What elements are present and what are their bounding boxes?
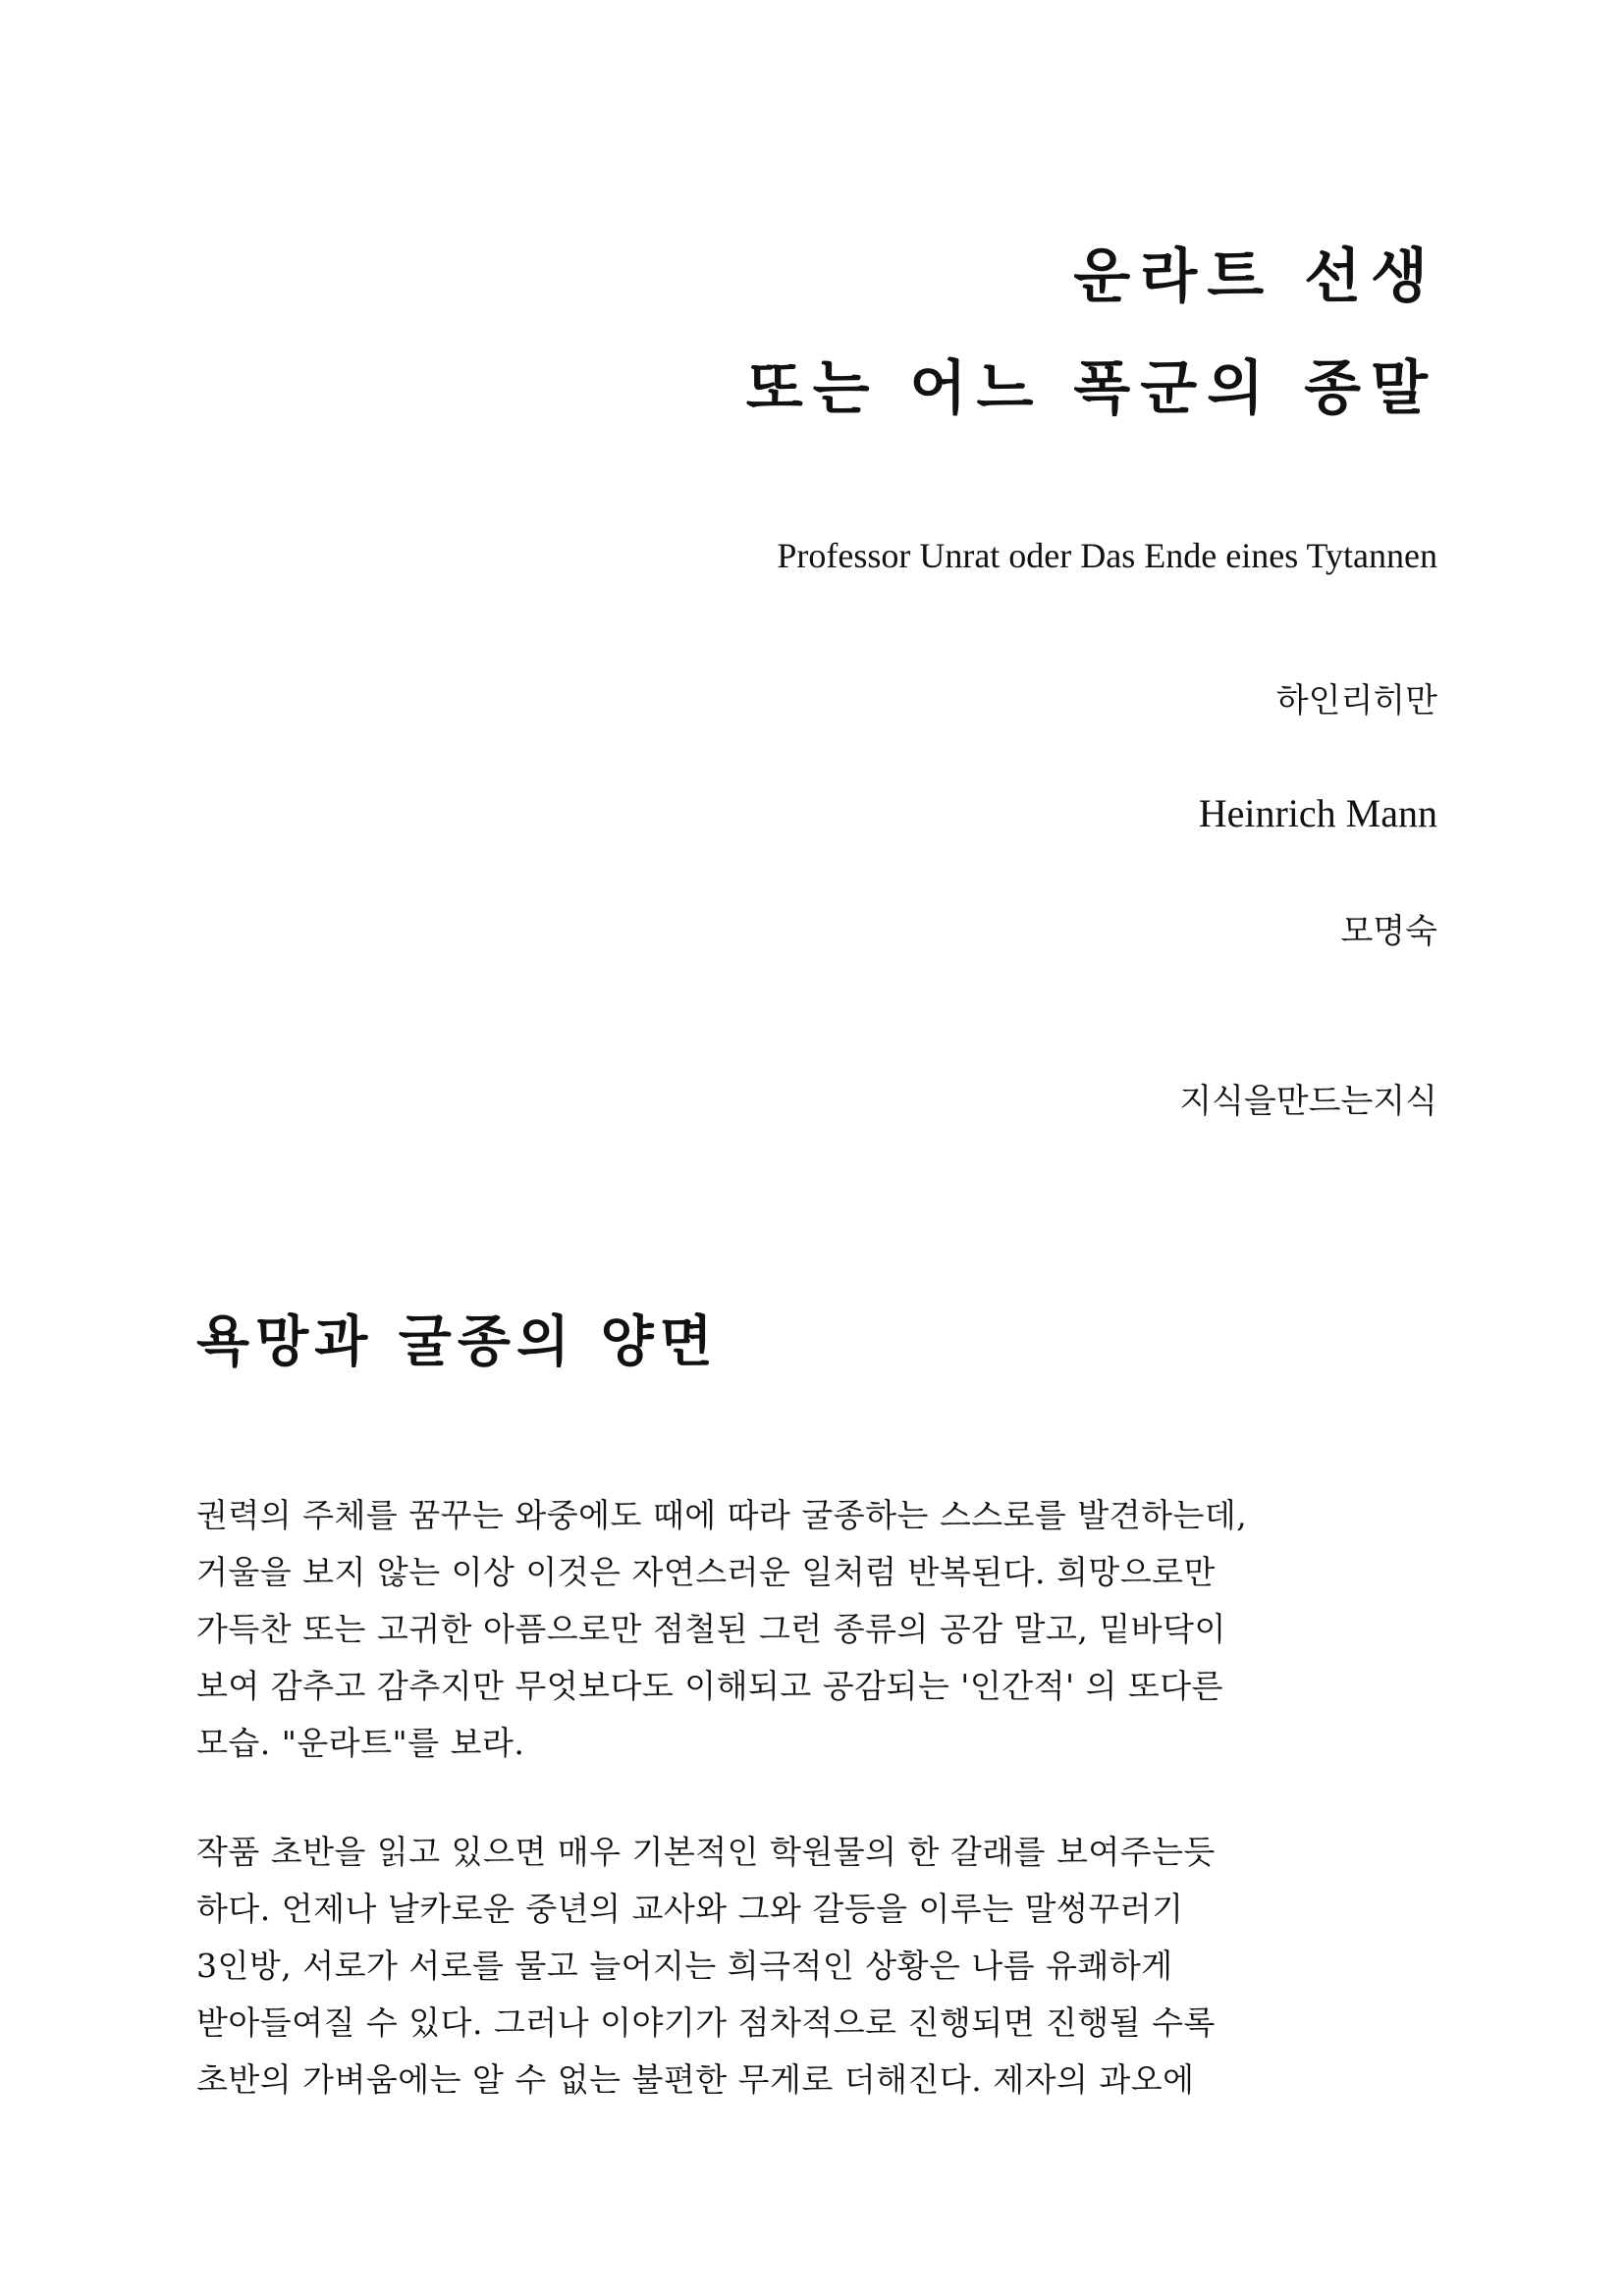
paragraph-line: 3인방, 서로가 서로를 물고 늘어지는 희극적인 상황은 나름 유쾌하게 xyxy=(196,1947,1173,1985)
paragraph-line: 작품 초반을 읽고 있으면 매우 기본적인 학원물의 한 갈래를 보여주는듯 xyxy=(196,1833,1216,1871)
translator-name: 모명숙 xyxy=(1340,912,1437,951)
book-title-line-2: 또는 어느 폭군의 종말 xyxy=(745,354,1437,423)
author-korean-name: 하인리히만 xyxy=(1275,681,1437,721)
paragraph-line: 모습. "운라트"를 보라. xyxy=(196,1724,525,1762)
paragraph-line: 초반의 가벼움에는 알 수 없는 불편한 무게로 더해진다. 제자의 과오에 xyxy=(196,2060,1195,2099)
paragraph-line: 가득찬 또는 고귀한 아픔으로만 점철된 그런 종류의 공감 말고, 밑바닥이 xyxy=(196,1610,1226,1648)
body-paragraph xyxy=(196,1824,1443,2109)
paragraph-line: 하다. 언제나 날카로운 중년의 교사와 그와 갈등을 이루는 말썽꾸러기 xyxy=(196,1890,1184,1928)
body-paragraph xyxy=(196,1487,1443,1772)
book-title-line-1: 운라트 선생 xyxy=(1073,242,1437,311)
publisher-name: 지식을만드는지식 xyxy=(1179,1082,1437,1121)
author-original-name: Heinrich Mann xyxy=(1198,791,1437,835)
paragraph-line: 보여 감추고 감추지만 무엇보다도 이해되고 공감되는 '인간적' 의 또다른 xyxy=(196,1667,1224,1705)
paragraph-line: 권력의 주체를 꿈꾸는 와중에도 때에 따라 굴종하는 스스로를 발견하는데, xyxy=(196,1496,1248,1534)
original-title: Professor Unrat oder Das Ende eines Tytannen xyxy=(777,536,1437,575)
paragraph-line: 거울을 보지 않는 이상 이것은 자연스러운 일처럼 반복된다. 희망으로만 xyxy=(196,1553,1216,1591)
paragraph-line: 받아들여질 수 있다. 그러나 이야기가 점차적으로 진행되면 진행될 수록 xyxy=(196,2003,1216,2042)
section-heading: 욕망과 굴종의 양면 xyxy=(196,1310,719,1374)
